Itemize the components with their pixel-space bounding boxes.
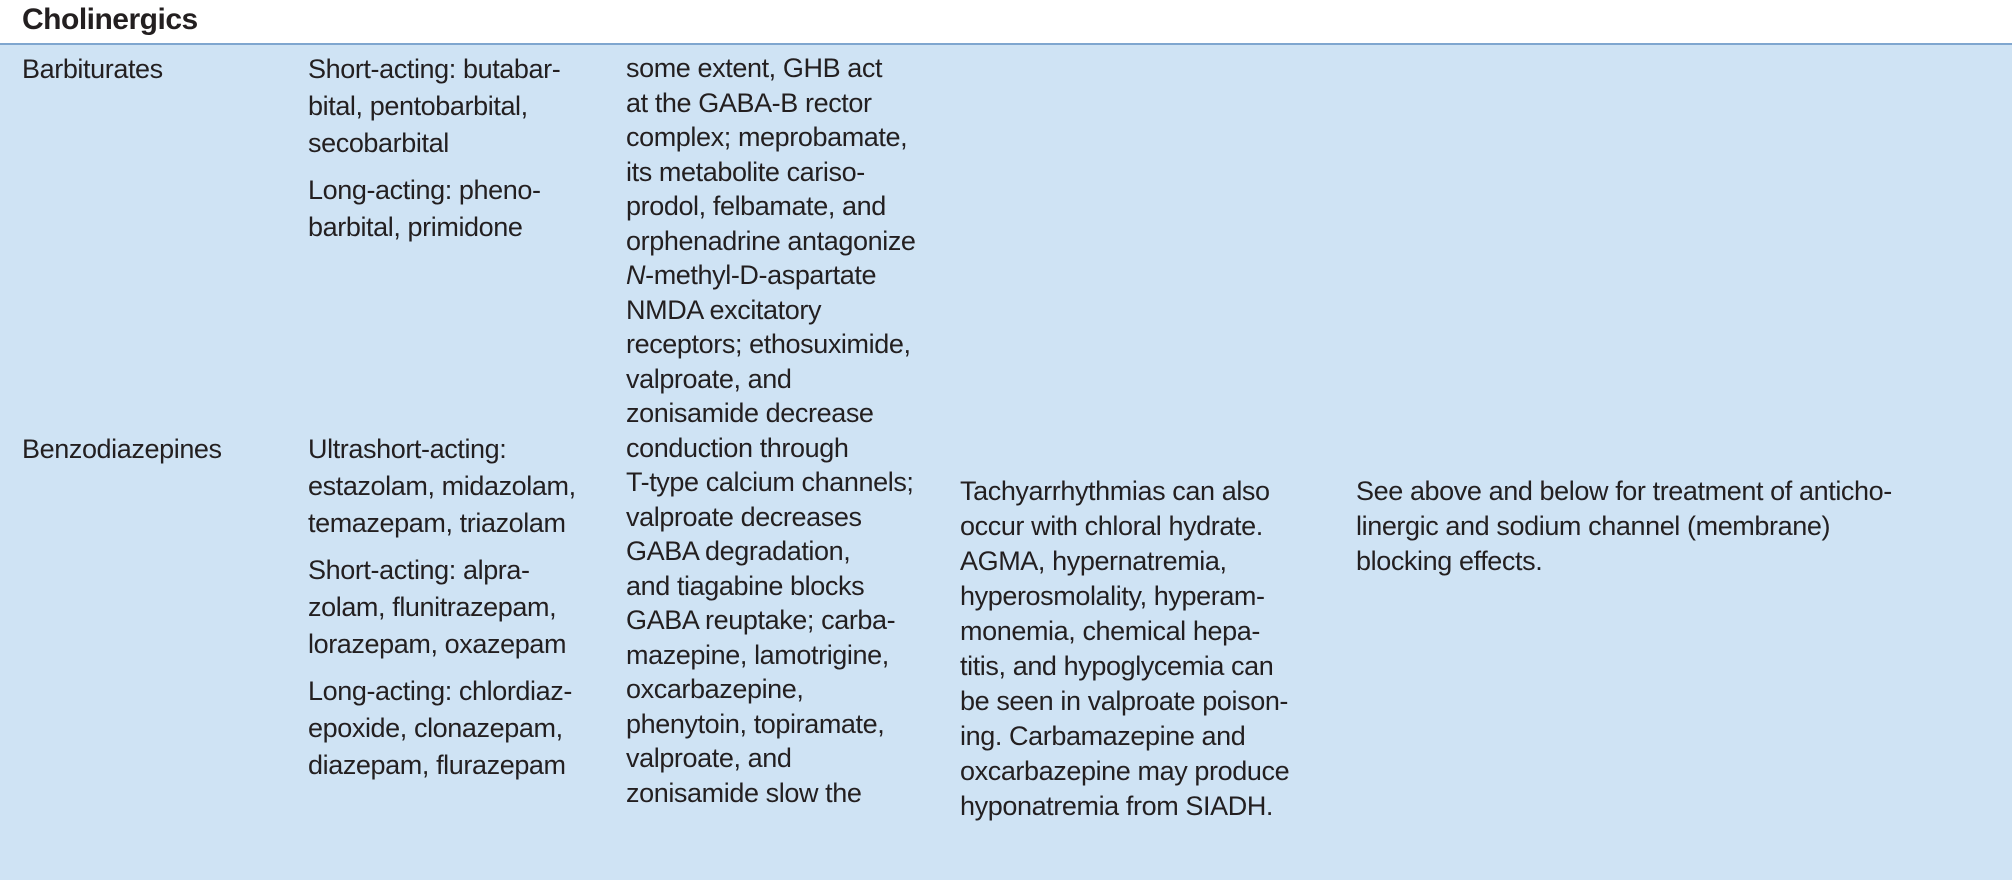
example-line: lorazepam, oxazepam (308, 629, 567, 659)
treatment-line: linergic and sodium channel (membrane) (1356, 511, 1831, 541)
section-header (0, 0, 2012, 42)
mechanism-line: valproate, and (626, 363, 792, 394)
example-line: estazolam, midazolam, (308, 471, 576, 501)
example-line: diazepam, flurazepam (308, 750, 566, 780)
mechanism-line: valproate, and (626, 743, 792, 773)
example-line: Short-acting: alpra- (308, 555, 530, 585)
example-line: epoxide, clonazepam, (308, 713, 563, 743)
example-group (308, 51, 560, 162)
agent-barbiturates (22, 51, 163, 88)
mechanism-line: some extent, GHB act (626, 53, 883, 83)
mechanism-line: and tiagabine blocks (626, 570, 865, 601)
section-title: Cholinergics (22, 3, 198, 36)
mechanism-line: oxcarbazepine, (626, 674, 804, 704)
example-line: secobarbital (308, 128, 449, 158)
treatment-line: See above and below for treatment of anticho- (1356, 476, 1892, 506)
effects-line: hyponatremia from SIADH. (960, 791, 1274, 821)
mechanism-line (626, 258, 916, 293)
example-line: barbital, primidone (308, 212, 523, 242)
example-line: Long-acting: chlordiaz- (308, 676, 572, 706)
example-line: bital, pentobarbital, (308, 91, 528, 121)
agent-label: Benzodiazepines (22, 434, 222, 464)
example-line: temazepam, triazolam (308, 508, 566, 538)
mechanism-line: valproate decreases (626, 501, 862, 532)
mechanism-text (626, 51, 916, 810)
effects-line: be seen in valproate poison- (960, 686, 1289, 716)
mechanism-line: mazepine, lamotrigine, (626, 639, 889, 670)
mechanism-line: NMDA excitatory (626, 294, 822, 325)
effects-line: occur with chloral hydrate. (960, 511, 1263, 541)
example-line: Ultrashort-acting: (308, 434, 507, 464)
examples-benzodiazepines (308, 431, 576, 784)
mechanism-line: its metabolite cariso- (626, 156, 865, 187)
effects-line: hyperosmolality, hyperam- (960, 581, 1265, 611)
effects-text (960, 474, 1289, 824)
examples-barbiturates (308, 51, 560, 246)
example-line: Short-acting: butabar- (308, 54, 561, 84)
mechanism-line: receptors; ethosuximide, (626, 329, 911, 359)
example-line: zolam, flunitrazepam, (308, 592, 557, 622)
mechanism-line: conduction through (626, 432, 849, 463)
effects-line: monemia, chemical hepa- (960, 616, 1260, 646)
effects-line: oxcarbazepine may produce (960, 756, 1290, 786)
effects-line: Tachyarrhythmias can also (960, 476, 1270, 506)
mechanism-italic-n: N (626, 260, 646, 290)
effects-line: AGMA, hypernatremia, (960, 546, 1227, 576)
treatment-text (1356, 474, 1892, 579)
mechanism-line: GABA degradation, (626, 536, 851, 566)
mechanism-line: GABA reuptake; carba- (626, 605, 896, 635)
mechanism-line: orphenadrine antagonize (626, 225, 916, 256)
mechanism-line: T-type calcium channels; (626, 467, 914, 497)
mechanism-line-rest: -methyl-D-aspartate (645, 260, 877, 290)
treatment-line: blocking effects. (1356, 546, 1543, 576)
mechanism-line: zonisamide slow the (626, 777, 862, 808)
effects-line: ing. Carbamazepine and (960, 721, 1246, 751)
mechanism-line: complex; meprobamate, (626, 122, 908, 152)
agent-benzodiazepines (22, 431, 222, 468)
example-group (308, 552, 576, 663)
mechanism-line: zonisamide decrease (626, 398, 874, 428)
effects-line: titis, and hypoglycemia can (960, 651, 1274, 681)
mechanism-line: at the GABA-B rector (626, 87, 872, 118)
example-group (308, 431, 576, 542)
example-line: Long-acting: pheno- (308, 175, 541, 205)
example-group (308, 172, 560, 246)
mechanism-line: phenytoin, topiramate, (626, 708, 885, 739)
drug-table (0, 43, 2012, 880)
mechanism-line: prodol, felbamate, and (626, 191, 886, 221)
agent-label: Barbiturates (22, 54, 163, 84)
example-group (308, 673, 576, 784)
